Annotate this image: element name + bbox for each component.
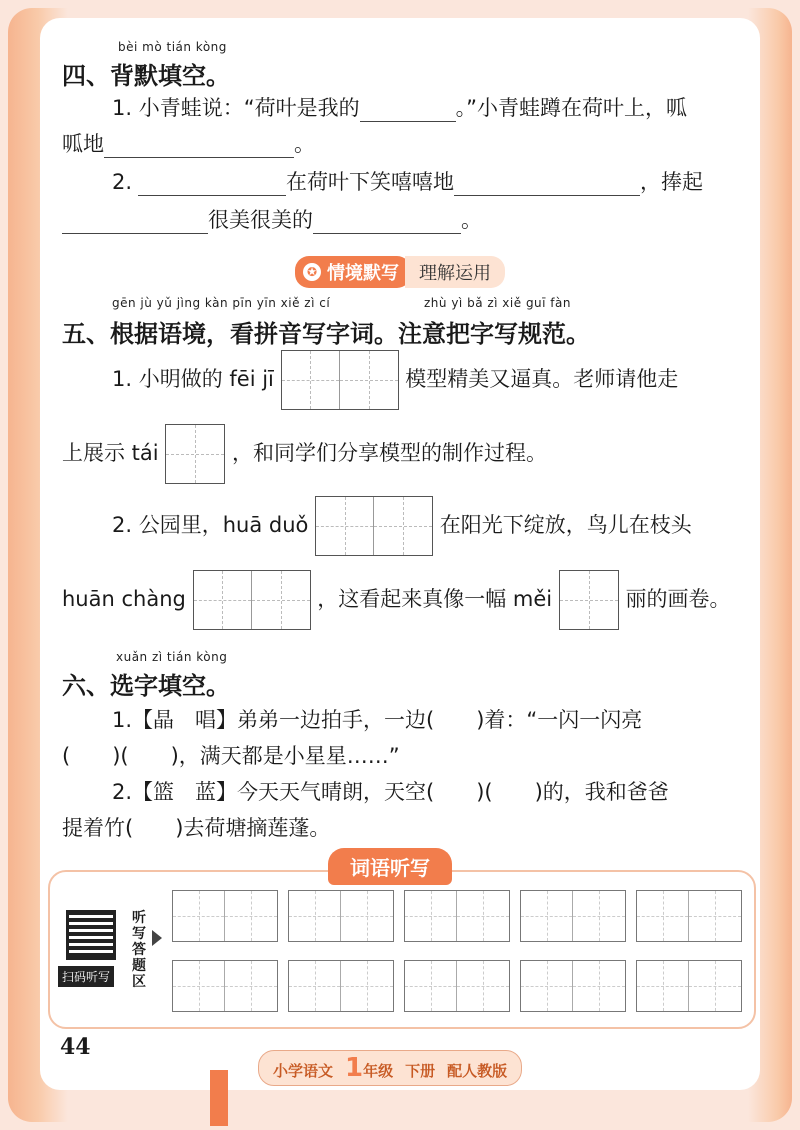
arrow-right-icon [152, 930, 162, 946]
s4-q1-line1 [112, 92, 687, 122]
s5-q1-line1 [112, 350, 678, 410]
s4-q2-text-d: 很美很美的 [208, 208, 313, 232]
blank-input[interactable] [62, 209, 208, 234]
s5-q1-line2 [62, 424, 547, 484]
section6-pinyin: xuǎn zì tián kòng [116, 650, 228, 664]
page-number: 44 [60, 1034, 91, 1060]
s4-q1-text-d: 。 [294, 132, 315, 156]
banner-pill [295, 256, 411, 288]
footer-grade-num: 1 [345, 1053, 364, 1083]
s6-q2-line1: 2.【篮 蓝】今天天气晴朗，天空( )( )的，我和爸爸 [112, 780, 669, 804]
section-banner [295, 256, 505, 288]
footer-grade-label: 年级 [363, 1062, 394, 1080]
banner-sub: 理解运用 [405, 256, 505, 288]
s6-q1-line1: 1.【晶 唱】弟弟一边拍手，一边( )着：“一闪一闪亮 [112, 708, 643, 732]
s5-q1-text-a: 1. 小明做的 fēi jī [112, 367, 274, 391]
tianzige-fei-ji[interactable] [281, 350, 399, 410]
section5-title: 五、根据语境，看拼音写字词。注意把字写规范。 [62, 320, 590, 348]
blank-input[interactable] [104, 133, 294, 158]
dictation-grid[interactable] [288, 960, 394, 1012]
qr-code-icon[interactable] [66, 910, 116, 960]
tianzige-mei[interactable] [559, 570, 619, 630]
dictation-grid[interactable] [404, 960, 510, 1012]
dictation-grid[interactable] [172, 960, 278, 1012]
qr-label: 扫码听写 [58, 966, 114, 987]
s4-q1-line2 [62, 128, 315, 158]
s5-q2-line1 [112, 496, 692, 556]
dictation-grid[interactable] [636, 960, 742, 1012]
s5-q1-text-d: ，和同学们分享模型的制作过程。 [232, 441, 547, 465]
s4-q2-line1 [112, 166, 703, 196]
s5-q2-text-b: 在阳光下绽放，鸟儿在枝头 [439, 513, 692, 537]
blank-input[interactable] [138, 171, 286, 196]
answer-area-label: 听写答题区 [132, 910, 146, 990]
s5-q1-text-c: 上展示 tái [62, 441, 159, 465]
s6-q1-line2: ( )( )，满天都是小星星……” [62, 744, 400, 768]
footer-edition: 配人教版 [447, 1062, 508, 1080]
blank-input[interactable] [454, 171, 640, 196]
s5-q2-text-c: huān chàng [62, 587, 186, 611]
section4-pinyin: bèi mò tián kòng [118, 40, 227, 54]
s4-q1-text-c: 呱地 [62, 132, 104, 156]
dictation-tab: 词语听写 [328, 848, 452, 885]
s4-q2-text-a: 2. [112, 170, 133, 194]
medal-icon: ✪ [303, 263, 321, 281]
dictation-grid[interactable] [172, 890, 278, 942]
bookmark-ribbon [210, 1070, 228, 1126]
section6-title: 六、选字填空。 [62, 672, 230, 700]
section5-pinyin-a: gēn jù yǔ jìng kàn pīn yīn xiě zì cí [112, 296, 331, 310]
s4-q2-text-b: 在荷叶下笑嘻嘻地 [286, 170, 455, 194]
dictation-grid[interactable] [404, 890, 510, 942]
tianzige-tai[interactable] [165, 424, 225, 484]
footer-badge [258, 1050, 522, 1086]
blank-input[interactable] [313, 209, 461, 234]
footer-subject: 小学语文 [273, 1062, 334, 1080]
s5-q2-text-d: ，这看起来真像一幅 měi [317, 587, 553, 611]
s4-q1-text-a: 1. 小青蛙说：“荷叶是我的 [112, 96, 360, 120]
banner-label: 情境默写 [327, 263, 399, 284]
s6-q2-line2: 提着竹( )去荷塘摘莲蓬。 [62, 816, 331, 840]
blank-input[interactable] [360, 97, 456, 122]
dictation-grid[interactable] [288, 890, 394, 942]
s4-q2-line2 [62, 204, 482, 234]
s5-q2-text-a: 2. 公园里，huā duǒ [112, 513, 309, 537]
dictation-grid[interactable] [520, 890, 626, 942]
s4-q2-text-e: 。 [461, 208, 482, 232]
s5-q2-line2 [62, 570, 730, 630]
s4-q1-text-b: 。”小青蛙蹲在荷叶上，呱 [455, 96, 687, 120]
dictation-grid[interactable] [520, 960, 626, 1012]
footer-volume: 下册 [405, 1062, 436, 1080]
tianzige-hua-duo[interactable] [315, 496, 433, 556]
s5-q2-text-e: 丽的画卷。 [625, 587, 731, 611]
dictation-grid[interactable] [636, 890, 742, 942]
tianzige-huan-chang[interactable] [193, 570, 311, 630]
section5-pinyin-b: zhù yì bǎ zì xiě guī fàn [424, 296, 571, 310]
s5-q1-text-b: 模型精美又逼真。老师请他走 [405, 367, 679, 391]
section4-title: 四、背默填空。 [62, 62, 230, 90]
s4-q2-text-c: ，捧起 [640, 170, 704, 194]
